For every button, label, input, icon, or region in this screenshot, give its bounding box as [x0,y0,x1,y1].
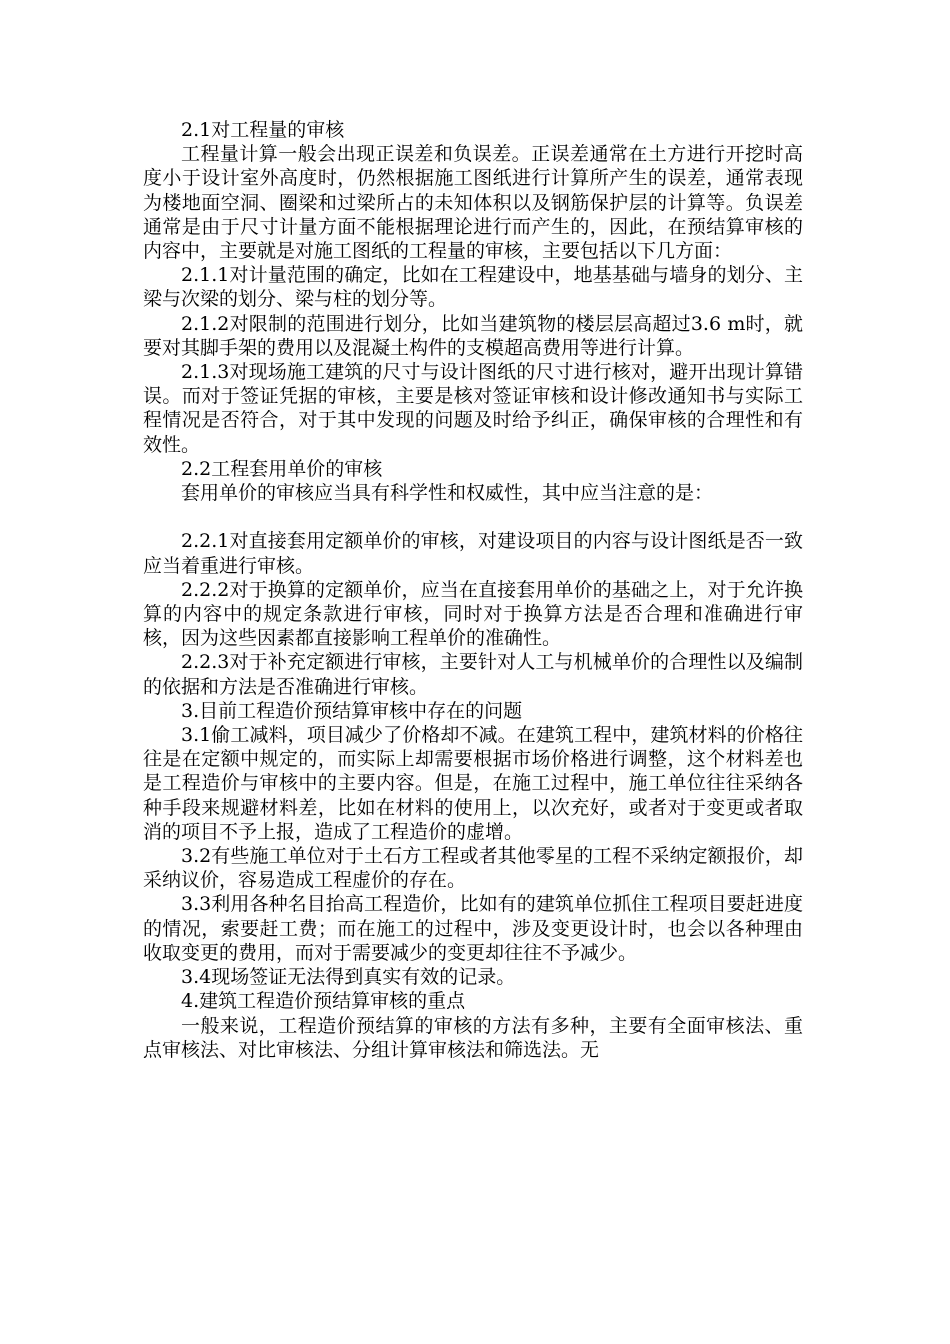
paragraph: 2.2.2对于换算的定额单价，应当在直接套用单价的基础之上，对于允许换算的内容中的规定条款进行审核，同时对于换算方法是否合理和准确进行审核，因为这些因素都直接影响工程单价的准确性。 [143,578,803,650]
section-heading-2-1: 2.1对工程量的审核 [181,119,345,141]
paragraph: 2.1.2对限制的范围进行划分，比如当建筑物的楼层层高超过3.6 m时，就要对其脚手架的费用以及混凝土构件的支模超高费用等进行计算。 [143,312,803,359]
paragraph: 2.2.1对直接套用定额单价的审核，对建设项目的内容与设计图纸是否一致应当着重进行审核。 [143,530,803,577]
paragraph: 3.3利用各种名目抬高工程造价，比如有的建筑单位抓住工程项目要赶进度的情况，索要赶工费；而在施工的过程中，涉及变更设计时，也会以各种理由收取变更的费用，而对于需要减少的变更却往往不予减少。 [143,893,803,964]
section-heading-2-2: 2.2工程套用单价的审核 [181,457,383,480]
paragraph: 一般来说，工程造价预结算的审核的方法有多种，主要有全面审核法、重点审核法、对比审核法、分组计算审核法和筛选法。无 [143,1014,803,1061]
section-heading-3: 3.目前工程造价预结算审核中存在的问题 [181,699,523,722]
paragraph: 3.4现场签证无法得到真实有效的记录。 [181,966,516,989]
document-body [143,118,803,1062]
section-heading-4: 4.建筑工程造价预结算审核的重点 [181,990,466,1013]
paragraph: 套用单价的审核应当具有科学性和权威性，其中应当注意的是： [181,482,714,505]
blank-line [143,505,803,529]
paragraph: 3.2有些施工单位对于土石方工程或者其他零星的工程不采纳定额报价，却采纳议价，容易造成工程虚价的存在。 [143,845,803,892]
paragraph: 2.1.3对现场施工建筑的尺寸与设计图纸的尺寸进行核对，避开出现计算错误。而对于签证凭据的审核，主要是核对签证审核和设计修改通知书与实际工程情况是否符合，对于其中发现的问题及时给予纠正，确保审核的合理性和有效性。 [143,361,803,456]
paragraph: 2.1.1对计量范围的确定，比如在工程建设中，地基基础与墙身的划分、主梁与次梁的划分、梁与柱的划分等。 [143,264,803,311]
paragraph: 2.2.3对于补充定额进行审核，主要针对人工与机械单价的合理性以及编制的依据和方法是否准确进行审核。 [143,651,803,698]
paragraph: 3.1偷工减料，项目减少了价格却不减。在建筑工程中，建筑材料的价格往往是在定额中规定的，而实际上却需要根据市场价格进行调整，这个材料差也是工程造价与审核中的主要内容。但是，在施工过程中，施工单位往往采纳各种手段来规避材料差，比如在材料的使用上，以次充好，或者对于变更或者取消的项目不予上报，造成了工程造价的虚增。 [143,724,803,843]
paragraph: 工程量计算一般会出现正误差和负误差。正误差通常在土方进行开挖时高度小于设计室外高度时，仍然根据施工图纸进行计算所产生的误差，通常表现为楼地面空洞、圈梁和过梁所占的未知体积以及钢筋保护层的计算等。负误差通常是由于尺寸计量方面不能根据理论进行而产生的，因此，在预结算审核的内容中，主要就是对施工图纸的工程量的审核，主要包括以下几方面： [143,143,803,263]
